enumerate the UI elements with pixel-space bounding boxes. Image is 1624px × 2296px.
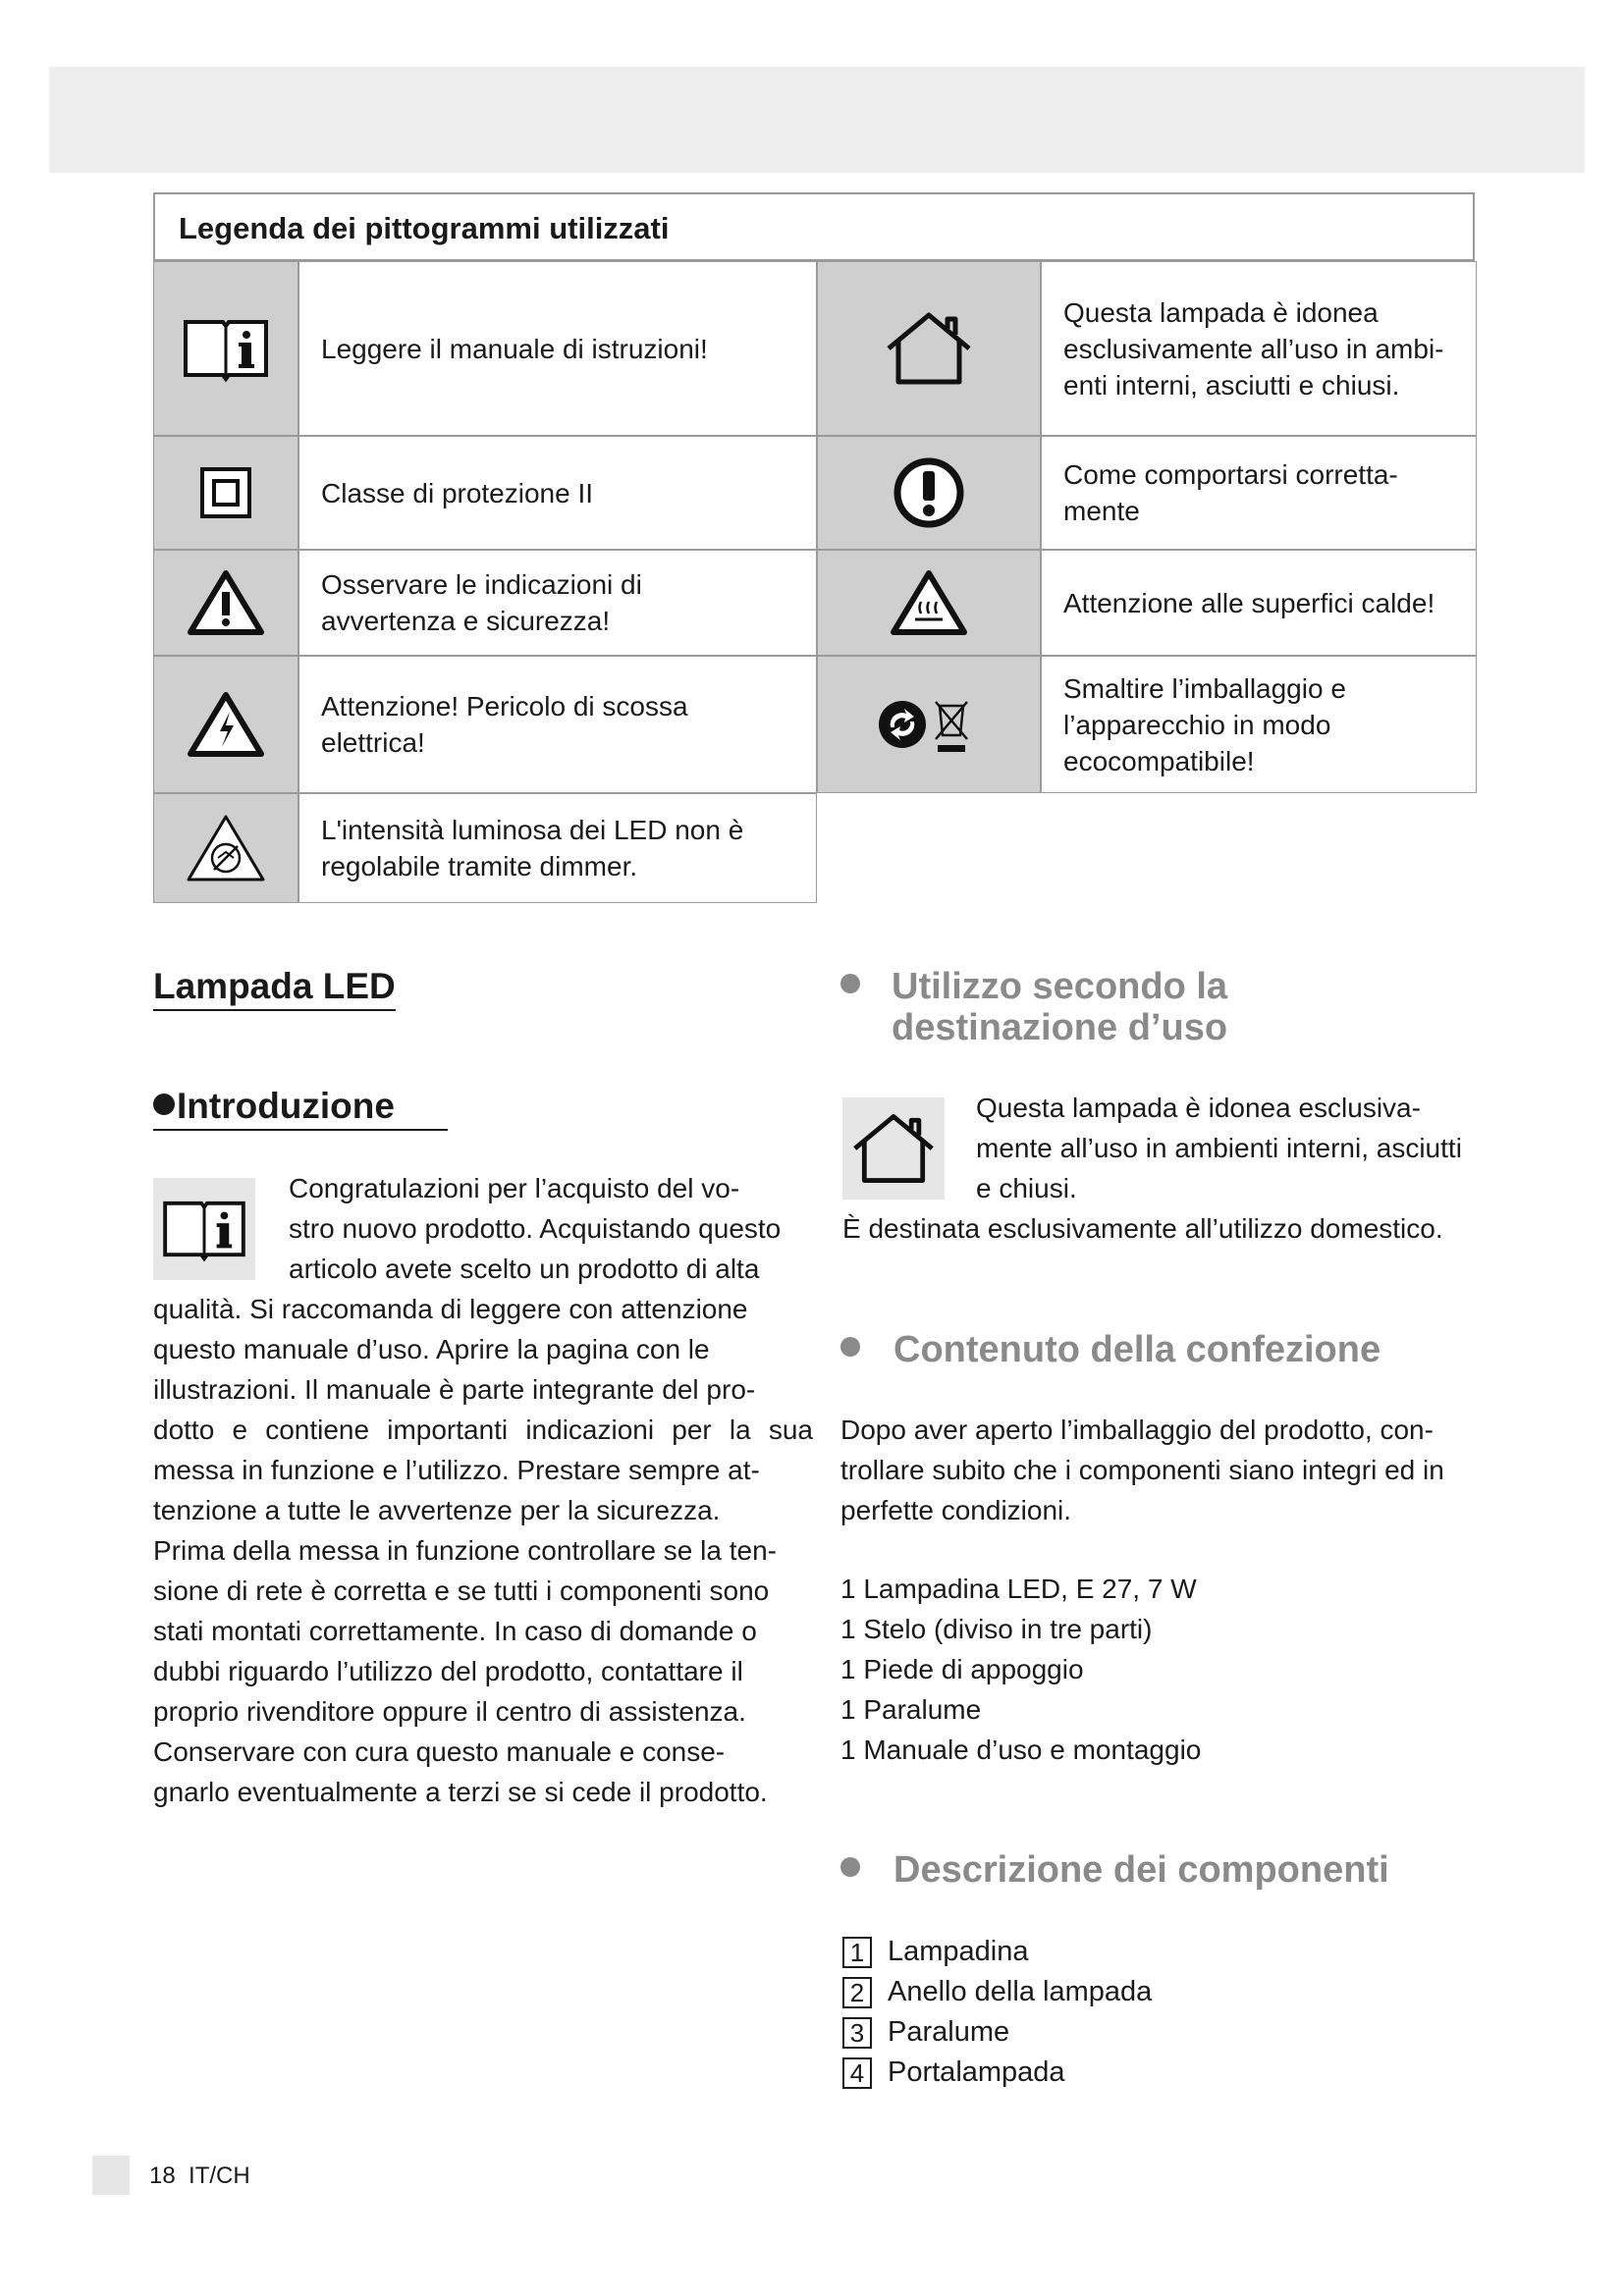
electric-shock-triangle-icon [153,656,298,793]
package-contents-intro [840,1410,1479,1530]
legend-text: Leggere il manuale di istruzioni! [298,261,817,436]
component-label: Portalampada [888,2056,1065,2088]
recycle-weee-icon [817,656,1041,793]
legend-text: Classe di protezione II [298,436,817,550]
text-line: È destinata esclusivamente all’utilizzo domestico. [842,1213,1443,1244]
text-line: Dopo aver aperto l’imballaggio del prodotto, con- [840,1415,1434,1445]
bullet-dot [840,1857,860,1877]
legend-text: L'intensità luminosa dei LED non è regolabile tramite dimmer. [298,793,817,903]
legend-text: Come comportarsi corretta- mente [1041,436,1477,550]
text-line: articolo avete scelto un prodotto di alta [289,1254,760,1284]
legend-text: Questa lampada è idonea esclusivamente all’uso in ambi- enti interni, asciutti e chiusi. [1041,261,1477,436]
list-item: 1 Stelo (diviso in tre parti) [840,1614,1153,1644]
text-line: Questa lampada è idonea esclusiva- [976,1093,1421,1123]
legend-text: Attenzione alle superfici calde! [1041,550,1477,656]
text-line: trollare subito che i componenti siano integri ed in [840,1455,1444,1485]
text-line: dotto e contiene importanti indicazioni per la sua [153,1415,813,1445]
header-band [49,67,1585,173]
intro-heading-text: Introduzione [177,1086,395,1126]
legend-text: Smaltire l’imballaggio e l’apparecchio in modo ecocompatibile! [1041,656,1477,793]
house-icon [817,261,1041,436]
page-footer [149,2163,250,2190]
package-contents-list [840,1569,1479,1770]
bullet-dot [153,1094,175,1115]
manual-info-icon [153,261,298,436]
component-number: 2 [842,1977,872,2008]
bullet-dot [840,1337,860,1357]
text-line: perfette condizioni. [840,1495,1072,1525]
text-line: stro nuovo prodotto. Acquistando questo [289,1213,782,1244]
components-heading: Descrizione dei componenti [893,1849,1389,1891]
intro-heading [153,1086,448,1131]
text-line: Congratulazioni per l’acquisto del vo- [289,1173,740,1203]
text-line: mente all’uso in ambienti interni, asciutti [976,1133,1462,1163]
component-number: 4 [842,2057,872,2089]
component-item [842,2056,1065,2089]
text-line: sione di rete è corretta e se tutti i componenti sono [153,1575,770,1606]
component-item [842,1976,1152,2008]
text-line: illustrazioni. Il manuale è parte integrante del pro- [153,1374,756,1405]
legend-title: Legenda dei pittogrammi utilizzati [153,192,1475,261]
text-line: gnarlo eventualmente a terzi se si cede il prodotto. [153,1777,768,1807]
intended-use-heading: Utilizzo secondo la destinazione d’uso [892,966,1228,1048]
list-item: 1 Lampadina LED, E 27, 7 W [840,1574,1197,1604]
product-heading: Lampada LED [153,966,396,1011]
no-dimmer-icon [153,793,298,903]
text-line: proprio rivenditore oppure il centro di assistenza. [153,1696,746,1727]
text-line: tenzione a tutte le avvertenze per la sicurezza. [153,1495,721,1525]
component-label: Paralume [888,2016,1010,2048]
component-number: 3 [842,2017,872,2049]
text-line: e chiusi. [976,1173,1077,1203]
page-number: 18 [149,2163,176,2189]
component-item [842,1936,1029,1968]
list-item: 1 Manuale d’uso e montaggio [840,1735,1202,1765]
text-line: stati montati correttamente. In caso di domande o [153,1616,757,1646]
legend-text: Osservare le indicazioni di avvertenza e sicurezza! [298,550,817,656]
text-line: dubbi riguardo l’utilizzo del prodotto, contattare il [153,1656,743,1686]
text-line: questo manuale d’uso. Aprire la pagina con le [153,1334,710,1364]
exclamation-circle-icon [817,436,1041,550]
bullet-dot [840,974,860,993]
text-line: messa in funzione e l’utilizzo. Prestare sempre at- [153,1455,760,1485]
component-item [842,2016,1009,2049]
component-label: Lampadina [888,1936,1029,1967]
text-line: qualità. Si raccomanda di leggere con attenzione [153,1294,748,1324]
list-item: 1 Piede di appoggio [840,1654,1084,1684]
pictogram-legend-table [153,192,1477,905]
package-contents-heading: Contenuto della confezione [893,1329,1381,1370]
component-label: Anello della lampada [888,1976,1153,2007]
hot-surface-triangle-icon [817,550,1041,656]
list-item: 1 Paralume [840,1694,982,1725]
intro-paragraph [153,1168,815,1812]
footer-marker [92,2156,130,2195]
language-code: IT/CH [189,2163,250,2189]
text-line: Conservare con cura questo manuale e conse- [153,1736,726,1767]
intended-use-paragraph [842,1088,1481,1249]
legend-text: Attenzione! Pericolo di scossa elettrica! [298,656,817,793]
protection-class-2-icon [153,436,298,550]
component-number: 1 [842,1937,872,1968]
warning-triangle-icon [153,550,298,656]
text-line: Prima della messa in funzione controllare se la ten- [153,1535,777,1566]
